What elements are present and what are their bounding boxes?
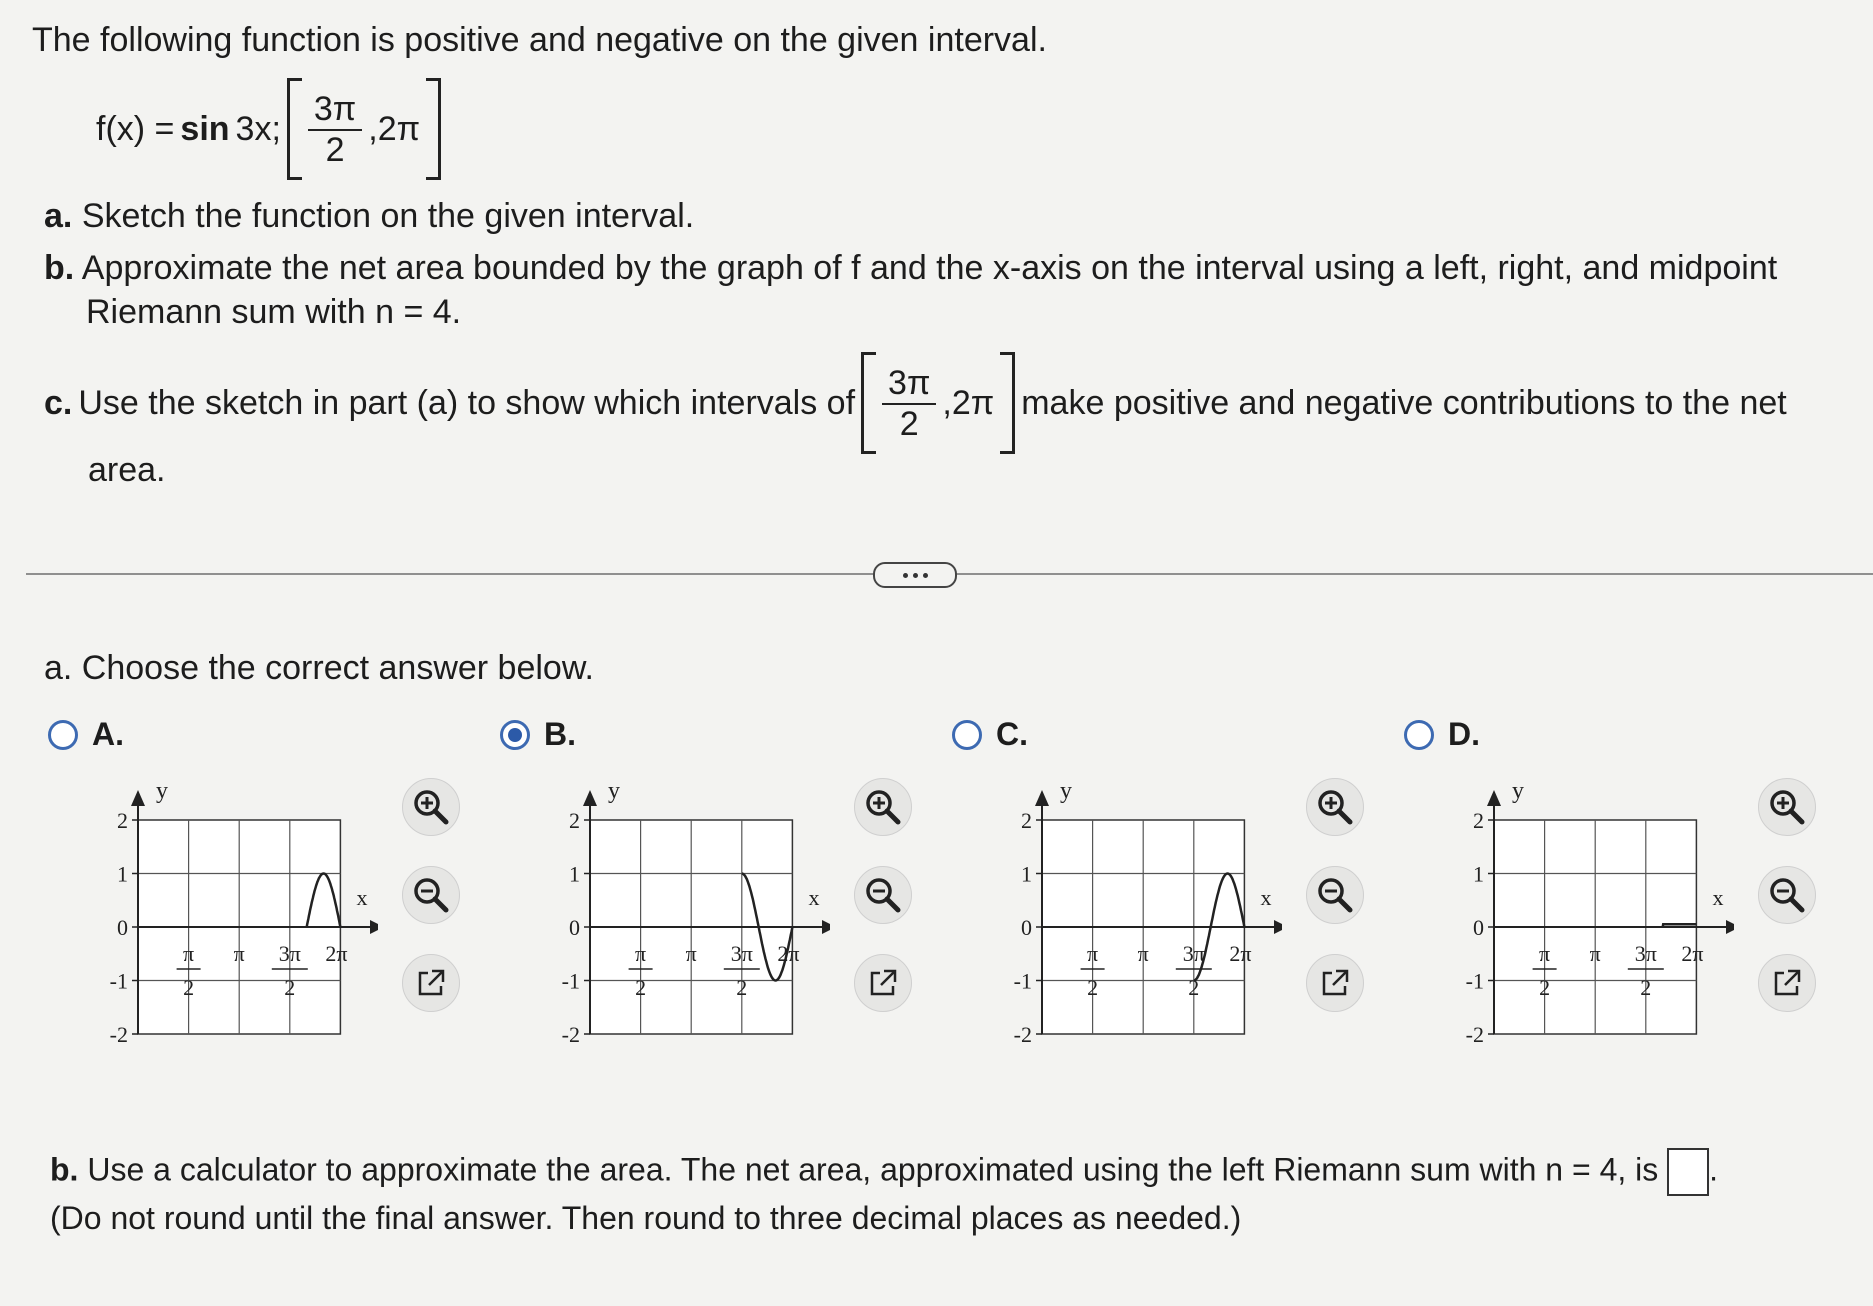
y-tick-label: 2 (569, 808, 580, 833)
y-tick-label: 0 (1473, 915, 1484, 940)
zoom-out-button[interactable] (1758, 866, 1816, 924)
function-name: sin (180, 110, 230, 148)
y-axis-label: y (608, 778, 620, 804)
answer-option-b[interactable] (500, 716, 576, 753)
y-tick-label: 1 (1021, 861, 1032, 887)
interval-left-bracket (287, 78, 302, 180)
x-tick-label-3pi-over-2-den: 2 (284, 975, 296, 1000)
answer-b (50, 1148, 1718, 1196)
option-graph (972, 778, 1282, 1048)
x-tick-label-pi: π (233, 941, 245, 966)
external-link-icon (866, 966, 900, 1000)
y-axis-arrow (583, 790, 597, 806)
dot-icon (913, 573, 918, 578)
zoom-out-icon (1767, 875, 1807, 915)
x-axis-label: x (808, 885, 820, 910)
y-tick-label: 1 (117, 861, 128, 887)
y-tick-label: -2 (109, 1022, 128, 1047)
part-c (44, 352, 1787, 454)
y-tick-label: 0 (1021, 915, 1032, 940)
zoom-in-icon (411, 787, 451, 827)
x-axis-label: x (1260, 885, 1272, 910)
interval-left-fraction (882, 363, 936, 443)
answer-b-hint: (Do not round until the final answer. Then round to three decimal places as needed.) (50, 1200, 1242, 1236)
part-c-text-line1b: make positive and negative contributions to the net (1021, 384, 1787, 422)
y-axis-label: y (1512, 778, 1524, 804)
y-tick-label: 0 (117, 915, 128, 940)
popout-button[interactable] (402, 954, 460, 1012)
y-tick-label: -1 (1013, 968, 1032, 994)
x-tick-label-pi-over-2-num: π (1539, 941, 1551, 966)
x-axis-arrow (1274, 920, 1282, 934)
x-tick-label-pi-over-2-num: π (183, 941, 195, 966)
x-tick-label-pi-over-2-den: 2 (635, 975, 647, 1000)
y-tick-label: 1 (569, 861, 580, 887)
y-tick-label: -1 (1465, 968, 1484, 994)
answer-b-input[interactable] (1667, 1148, 1709, 1196)
question-intro: The following function is positive and negative on the given interval. (32, 21, 1047, 59)
interval-num: 3π (308, 89, 362, 131)
interval-right: ,2π (942, 384, 995, 422)
external-link-icon (1318, 966, 1352, 1000)
y-tick-label: 2 (1021, 808, 1032, 833)
x-tick-label-3pi-over-2-den: 2 (1188, 975, 1200, 1000)
answer-a-prompt: a. Choose the correct answer below. (44, 649, 594, 687)
y-axis-arrow (131, 790, 145, 806)
y-tick-label: 1 (1473, 861, 1484, 887)
function-definition (96, 78, 441, 180)
answer-b-label: b. (50, 1151, 79, 1188)
answer-option-a[interactable] (48, 716, 124, 753)
part-a-text: Sketch the function on the given interval. (81, 197, 695, 235)
x-tick-label-2pi: 2π (777, 941, 800, 966)
interval-right-bracket (1000, 352, 1015, 454)
x-tick-label-pi: π (1589, 941, 1601, 966)
x-tick-label-3pi-over-2-num: 3π (730, 941, 753, 966)
answer-b-text: Use a calculator to approximate the area. The net area, approximated using the left Riemann sum with n = 4, is (87, 1151, 1659, 1188)
y-axis-arrow (1035, 790, 1049, 806)
zoom-out-icon (1315, 875, 1355, 915)
answer-option-d[interactable] (1404, 716, 1480, 753)
x-tick-label-3pi-over-2-num: 3π (1182, 941, 1205, 966)
y-tick-label: -1 (109, 968, 128, 994)
x-tick-label-pi-over-2-den: 2 (1087, 975, 1099, 1000)
zoom-out-button[interactable] (854, 866, 912, 924)
popout-button[interactable] (1758, 954, 1816, 1012)
option-graph (1424, 778, 1734, 1048)
zoom-out-icon (411, 875, 451, 915)
x-axis-label: x (1712, 885, 1724, 910)
x-axis-arrow (1726, 920, 1734, 934)
external-link-icon (414, 966, 448, 1000)
y-tick-label: -1 (561, 968, 580, 994)
part-a-label: a. (44, 197, 73, 235)
x-tick-label-2pi: 2π (325, 941, 348, 966)
interval-num: 3π (882, 363, 936, 405)
interval-right: ,2π (368, 110, 421, 148)
zoom-out-button[interactable] (402, 866, 460, 924)
x-axis-label: x (356, 885, 368, 910)
option-radio[interactable] (500, 720, 530, 750)
y-tick-label: 2 (117, 808, 128, 833)
function-arg: 3x; (235, 110, 281, 148)
x-tick-label-pi-over-2-den: 2 (1539, 975, 1551, 1000)
option-graph (520, 778, 830, 1048)
x-tick-label-3pi-over-2-num: 3π (1634, 941, 1657, 966)
x-axis-arrow (370, 920, 378, 934)
interval-right-bracket (426, 78, 441, 180)
x-tick-label-3pi-over-2-den: 2 (1640, 975, 1652, 1000)
x-tick-label-2pi: 2π (1681, 941, 1704, 966)
zoom-out-icon (863, 875, 903, 915)
popout-button[interactable] (854, 954, 912, 1012)
x-tick-label-pi-over-2-den: 2 (183, 975, 195, 1000)
part-c-label: c. (44, 384, 73, 422)
interval-left-fraction (308, 89, 362, 169)
x-tick-label-pi: π (1137, 941, 1149, 966)
x-tick-label-3pi-over-2-num: 3π (278, 941, 301, 966)
interval-den: 2 (899, 405, 919, 443)
option-radio[interactable] (952, 720, 982, 750)
part-a (44, 196, 694, 236)
x-axis-arrow (822, 920, 830, 934)
y-tick-label: -2 (561, 1022, 580, 1047)
zoom-in-icon (863, 787, 903, 827)
zoom-in-button[interactable] (1306, 778, 1364, 836)
zoom-in-button[interactable] (1758, 778, 1816, 836)
interval-left-bracket (861, 352, 876, 454)
x-tick-label-pi-over-2-num: π (635, 941, 647, 966)
y-tick-label: 2 (1473, 808, 1484, 833)
zoom-in-button[interactable] (854, 778, 912, 836)
x-tick-label-2pi: 2π (1229, 941, 1252, 966)
answer-option-c[interactable] (952, 716, 1028, 753)
zoom-out-button[interactable] (1306, 866, 1364, 924)
part-c-text-line1: Use the sketch in part (a) to show which intervals of (78, 384, 856, 422)
option-letter: B. (544, 716, 576, 752)
x-tick-label-pi: π (685, 941, 697, 966)
answer-b-period: . (1709, 1151, 1719, 1188)
part-b-text-line1: Approximate the net area bounded by the graph of f and the x-axis on the interval using a left, right, and midpoint (81, 249, 1778, 287)
y-tick-label: -2 (1013, 1022, 1032, 1047)
y-axis-arrow (1487, 790, 1501, 806)
part-b-text-line2: Riemann sum with n = 4. (86, 293, 462, 331)
option-radio[interactable] (1404, 720, 1434, 750)
more-options-button[interactable] (873, 562, 957, 588)
y-axis-label: y (1060, 778, 1072, 804)
part-b-label: b. (44, 249, 75, 287)
x-tick-label-pi-over-2-num: π (1087, 941, 1099, 966)
external-link-icon (1770, 966, 1804, 1000)
zoom-in-icon (1315, 787, 1355, 827)
y-tick-label: -2 (1465, 1022, 1484, 1047)
option-graph (68, 778, 378, 1048)
interval-den: 2 (325, 131, 345, 169)
part-c-text-line2: area. (88, 451, 166, 489)
dot-icon (923, 573, 928, 578)
part-b (44, 248, 1777, 288)
option-letter: D. (1448, 716, 1480, 752)
popout-button[interactable] (1306, 954, 1364, 1012)
zoom-in-icon (1767, 787, 1807, 827)
dot-icon (903, 573, 908, 578)
y-tick-label: 0 (569, 915, 580, 940)
y-axis-label: y (156, 778, 168, 804)
option-letter: A. (92, 716, 124, 752)
function-lhs: f(x) = (96, 110, 175, 148)
zoom-in-button[interactable] (402, 778, 460, 836)
option-letter: C. (996, 716, 1028, 752)
option-radio[interactable] (48, 720, 78, 750)
x-tick-label-3pi-over-2-den: 2 (736, 975, 748, 1000)
